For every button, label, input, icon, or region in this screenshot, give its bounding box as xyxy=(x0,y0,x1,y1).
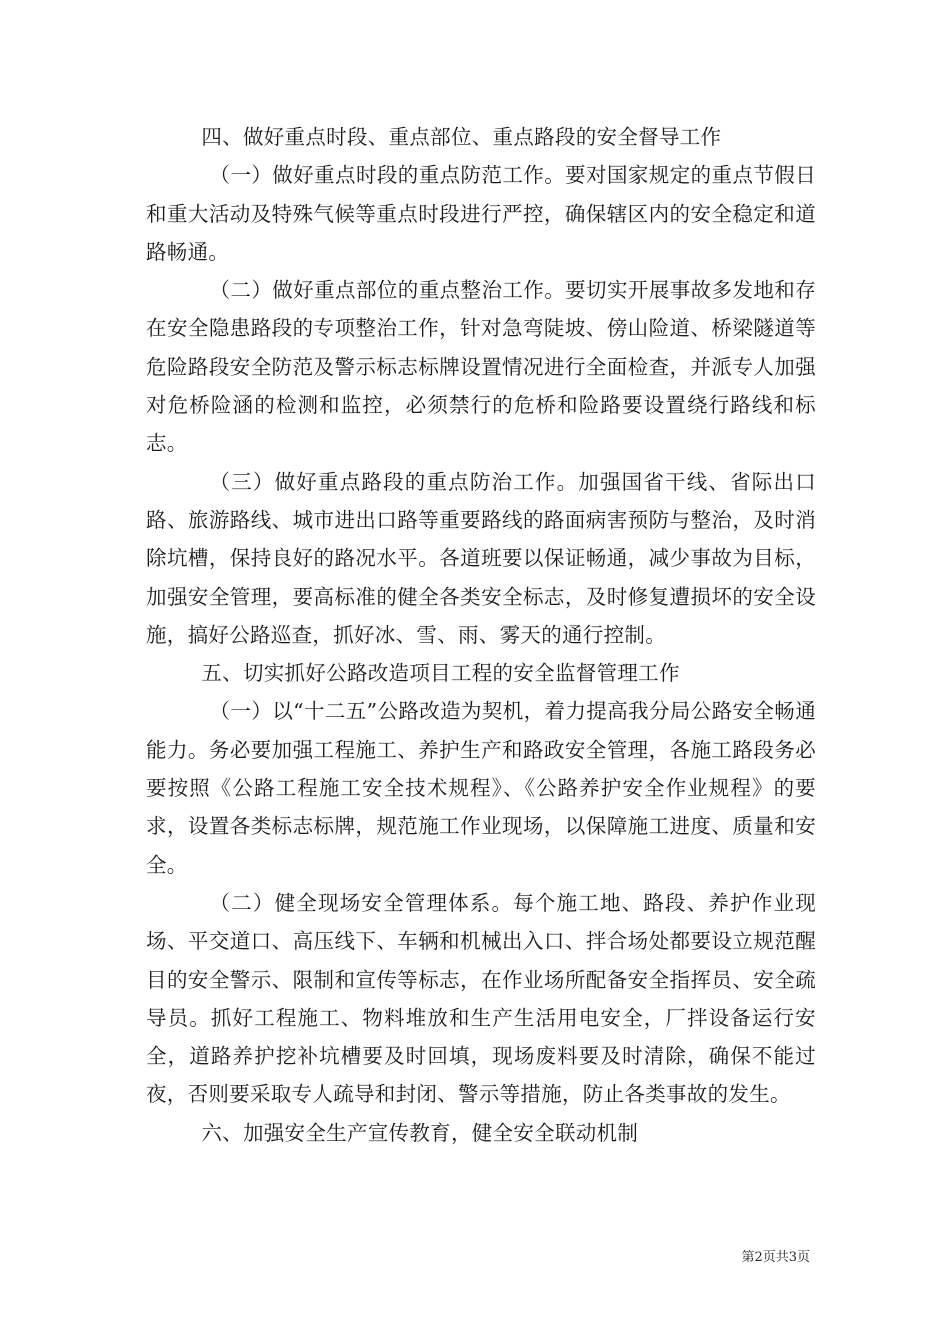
paragraph-5-2: （二）健全现场安全管理体系。每个施工地、路段、养护作业现场、平交道口、高压线下、车辆和机械出入口、拌合场处都要设立规范醒目的安全警示、限制和宣传等标志，在作业场所配备安全指挥员、安全疏导员。抓好工程施工、物料堆放和生产生活用电安全，厂拌设备运行安全，道路养护挖补坑槽要及时回填，现场废料要及时清除，确保不能过夜，否则要采取专人疏导和封闭、警示等措施，防止各类事故的发生。 xyxy=(146,890,816,1107)
section-heading-4: 四、做好重点时段、重点部位、重点路段的安全督导工作 xyxy=(201,125,722,149)
paragraph-5-1: （一）以“十二五”公路改造为契机，着力提高我分局公路安全畅通能力。务必要加强工程施工、养护生产和路政安全管理，各施工路段务必要按照《公路工程施工安全技术规程》、《公路养护安全作业规程》的要求，设置各类标志标牌，规范施工作业现场，以保障施工进度、质量和安全。 xyxy=(146,699,816,877)
paragraph-4-3: （三）做好重点路段的重点防治工作。加强国省干线、省际出口路、旅游路线、城市进出口路等重要路线的路面病害预防与整治，及时消除坑槽，保持良好的路况水平。各道班要以保证畅通，减少事故为目标，加强安全管理，要高标准的健全各类安全标志，及时修复遭损坏的安全设施，搞好公路巡查，抓好冰、雪、雨、雾天的通行控制。 xyxy=(146,469,816,647)
paragraph-4-1: （一）做好重点时段的重点防范工作。要对国家规定的重点节假日和重大活动及特殊气候等重点时段进行严控，确保辖区内的安全稳定和道路畅通。 xyxy=(146,163,816,264)
section-heading-6: 六、加强安全生产宣传教育，健全安全联动机制 xyxy=(201,1120,639,1145)
document-body xyxy=(146,118,816,1152)
paragraph-4-2: （二）做好重点部位的重点整治工作。要切实开展事故多发地和存在安全隐患路段的专项整治工作，针对急弯陡坡、傍山险道、桥梁隧道等危险路段安全防范及警示标志标牌设置情况进行全面检查，并派专人加强对危桥险涵的检测和监控，必须禁行的危桥和险路要设置绕行路线和标志。 xyxy=(146,278,816,456)
section-heading-5: 五、切实抓好公路改造项目工程的安全监督管理工作 xyxy=(201,661,680,686)
page-number: 第2页共3页 xyxy=(741,1250,810,1265)
